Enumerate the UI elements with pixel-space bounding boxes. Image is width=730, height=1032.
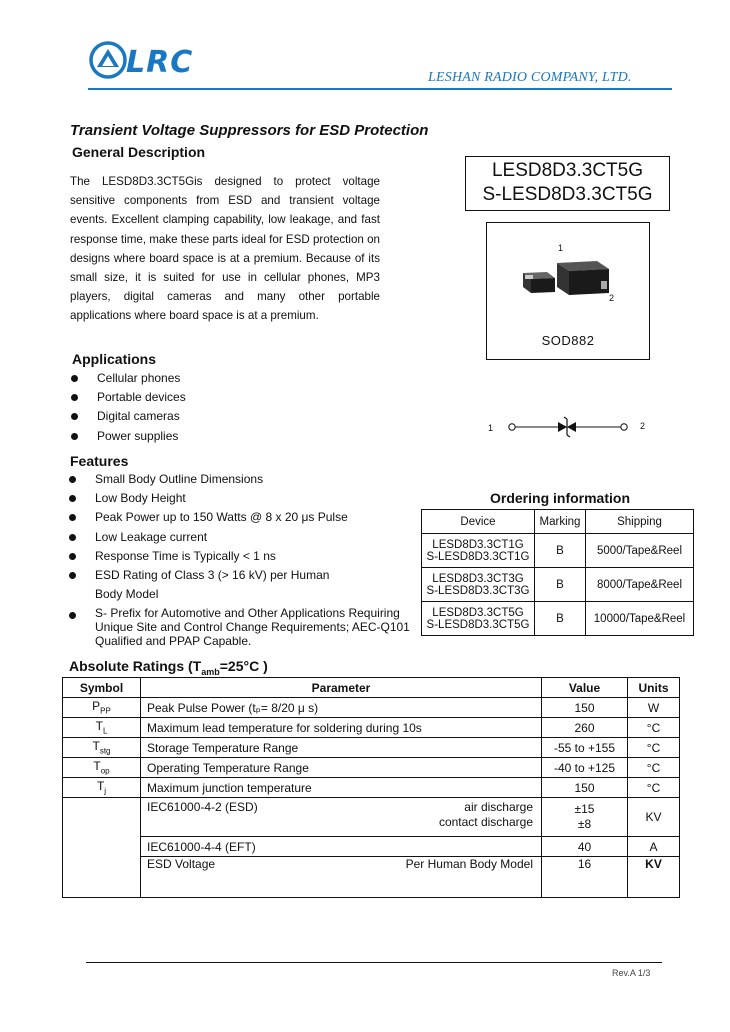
header-rule xyxy=(88,88,672,90)
air-discharge-label: air discharge xyxy=(464,800,533,814)
package-pin-2-label: 2 xyxy=(609,293,615,303)
list-item: Power supplies xyxy=(71,427,186,446)
ordering-shipping-cell: 10000/Tape&Reel xyxy=(586,602,694,636)
ordering-col-shipping: Shipping xyxy=(586,510,694,534)
ratings-header-row xyxy=(63,678,680,698)
sod882-package-icon xyxy=(517,251,617,311)
value-cell: -40 to +125 xyxy=(542,758,628,778)
ratings-col-symbol: Symbol xyxy=(63,678,141,698)
lrc-logo-icon xyxy=(88,40,128,80)
symbol-cell: $T_{stg}$ xyxy=(63,738,141,758)
ordering-heading: Ordering information xyxy=(490,490,630,506)
esd-voltage-parameter: ESD Voltage xyxy=(147,857,216,871)
device-name: LESD8D3.3CT5G xyxy=(432,606,524,619)
device-name: S-LESD8D3.3CT1G xyxy=(426,550,530,563)
parameter-cell: Operating Temperature Range xyxy=(141,758,542,778)
device-name: LESD8D3.3CT1G xyxy=(432,538,524,551)
parameter-cell xyxy=(141,798,542,837)
ordering-marking-cell: B xyxy=(535,568,586,602)
list-item: Small Body Outline Dimensions xyxy=(69,470,419,489)
ordering-device-cell xyxy=(422,568,535,602)
list-item: Cellular phones xyxy=(71,369,186,388)
symbol-cell: $T_j$ xyxy=(63,778,141,798)
device-name: S-LESD8D3.3CT5G xyxy=(426,618,530,631)
contact-discharge-label: contact discharge xyxy=(438,815,533,829)
parameter-cell: Storage Temperature Range xyxy=(141,738,542,758)
table-row xyxy=(422,534,694,568)
table-row xyxy=(63,718,680,738)
unit-cell: °C xyxy=(628,718,680,738)
company-name: LESHAN RADIO COMPANY, LTD. xyxy=(428,70,632,85)
schematic-pin-2-label: 2 xyxy=(640,421,646,431)
symbol-cell: $T_L$ xyxy=(63,718,141,738)
ordering-marking-cell: B xyxy=(535,534,586,568)
parameter-cell: Peak Pulse Power (tₚ= 8/20 μ s) xyxy=(141,698,542,718)
absolute-ratings-heading xyxy=(69,658,268,677)
unit-cell: W xyxy=(628,698,680,718)
parameter-cell: IEC61000-4-4 (EFT) xyxy=(141,837,542,857)
list-item: ESD Rating of Class 3 (> 16 kV) per Human Body Model xyxy=(69,566,345,604)
list-item: Response Time is Typically < 1 ns xyxy=(69,547,419,566)
air-discharge-value: ±15 xyxy=(574,802,595,816)
parameter-cell xyxy=(141,857,542,898)
ordering-device-cell xyxy=(422,602,535,636)
list-item: Low Leakage current xyxy=(69,528,419,547)
list-item: Peak Power up to 150 Watts @ 8 x 20 μs Pulse xyxy=(69,508,419,527)
table-row xyxy=(63,778,680,798)
table-row xyxy=(63,738,680,758)
symbol-cell xyxy=(63,798,141,898)
value-cell: 150 xyxy=(542,698,628,718)
package-name: SOD882 xyxy=(541,333,595,348)
ratings-col-parameter: Parameter xyxy=(141,678,542,698)
ratings-col-value: Value xyxy=(542,678,628,698)
ratings-col-units: Units xyxy=(628,678,680,698)
logo-text: LRC xyxy=(126,45,194,80)
table-row xyxy=(63,758,680,778)
value-cell: 16 xyxy=(542,857,628,898)
ordering-col-marking: Marking xyxy=(535,510,586,534)
package-box xyxy=(486,222,650,360)
part-number-2: S-LESD8D3.3CT5G xyxy=(482,184,653,205)
list-item: S- Prefix for Automotive and Other Applications Requiring Unique Site and Control Change Requirements; AEC-Q101 Qualified and PPAP Capable. xyxy=(69,606,419,648)
list-item: Low Body Height xyxy=(69,489,419,508)
ordering-header-row xyxy=(422,510,694,534)
general-description-text: The LESD8D3.3CT5Gis designed to protect voltage sensitive components from ESD and transient voltage events. Excellent clamping capability, low leakage, and fast response time, make these parts ideal for ESD protection on designs where board space is at a premium. Because of its small size, it is suited for use in cellular phones, MP3 players, digital cameras and many other portable applications where board space is at a premium. xyxy=(70,175,380,323)
device-name: S-LESD8D3.3CT3G xyxy=(426,584,530,597)
list-item: Portable devices xyxy=(71,388,186,407)
parameter-cell: Maximum lead temperature for soldering during 10s xyxy=(141,718,542,738)
device-name: LESD8D3.3CT3G xyxy=(432,572,524,585)
page-revision: Rev.A 1/3 xyxy=(612,968,651,978)
ordering-device-cell xyxy=(422,534,535,568)
ordering-col-device: Device xyxy=(422,510,535,534)
symbol-cell: $T_{op}$ xyxy=(63,758,141,778)
tvs-schematic xyxy=(480,412,660,442)
table-row xyxy=(63,798,680,837)
features-heading: Features xyxy=(70,453,129,469)
package-pin-1-label: 1 xyxy=(558,243,564,253)
table-row xyxy=(63,857,680,898)
table-row xyxy=(422,602,694,636)
esd-parameter: IEC61000-4-2 (ESD) xyxy=(147,800,258,814)
unit-cell: KV xyxy=(628,857,680,898)
unit-cell: °C xyxy=(628,738,680,758)
contact-discharge-value: ±8 xyxy=(577,817,592,831)
absolute-ratings-table xyxy=(62,677,680,898)
features-list xyxy=(69,470,419,648)
value-cell: 150 xyxy=(542,778,628,798)
parameter-cell: Maximum junction temperature xyxy=(141,778,542,798)
part-number-1: LESD8D3.3CT5G xyxy=(491,160,643,181)
ordering-table xyxy=(421,509,694,636)
ordering-shipping-cell: 5000/Tape&Reel xyxy=(586,534,694,568)
schematic-pin-1-label: 1 xyxy=(488,423,494,433)
value-cell: 40 xyxy=(542,837,628,857)
unit-cell: A xyxy=(628,837,680,857)
applications-heading: Applications xyxy=(72,351,157,367)
part-number-box xyxy=(465,156,670,211)
ordering-marking-cell: B xyxy=(535,602,586,636)
unit-cell: °C xyxy=(628,778,680,798)
value-cell: 260 xyxy=(542,718,628,738)
ordering-shipping-cell: 8000/Tape&Reel xyxy=(586,568,694,602)
ratings-heading-end: =25°C ) xyxy=(219,658,268,674)
ratings-heading-sub: amb xyxy=(201,666,220,677)
discharge-labels xyxy=(439,800,533,830)
applications-list xyxy=(71,369,186,446)
esd-voltage-model: Per Human Body Model xyxy=(405,857,533,871)
footer-rule xyxy=(86,962,662,963)
general-description-heading: General Description xyxy=(72,144,206,160)
table-row xyxy=(63,837,680,857)
table-row xyxy=(422,568,694,602)
unit-cell: °C xyxy=(628,758,680,778)
lrc-logo xyxy=(88,40,128,80)
document-title: Transient Voltage Suppressors for ESD Protection xyxy=(70,122,429,139)
unit-cell: KV xyxy=(628,798,680,837)
value-cell xyxy=(542,798,628,837)
bidirectional-tvs-diode-icon xyxy=(508,414,632,438)
table-row xyxy=(63,698,680,718)
list-item: Digital cameras xyxy=(71,407,186,426)
symbol-cell: $P_{PP}$ xyxy=(63,698,141,718)
ratings-heading-text: Absolute Ratings (T xyxy=(69,658,202,674)
value-cell: -55 to +155 xyxy=(542,738,628,758)
